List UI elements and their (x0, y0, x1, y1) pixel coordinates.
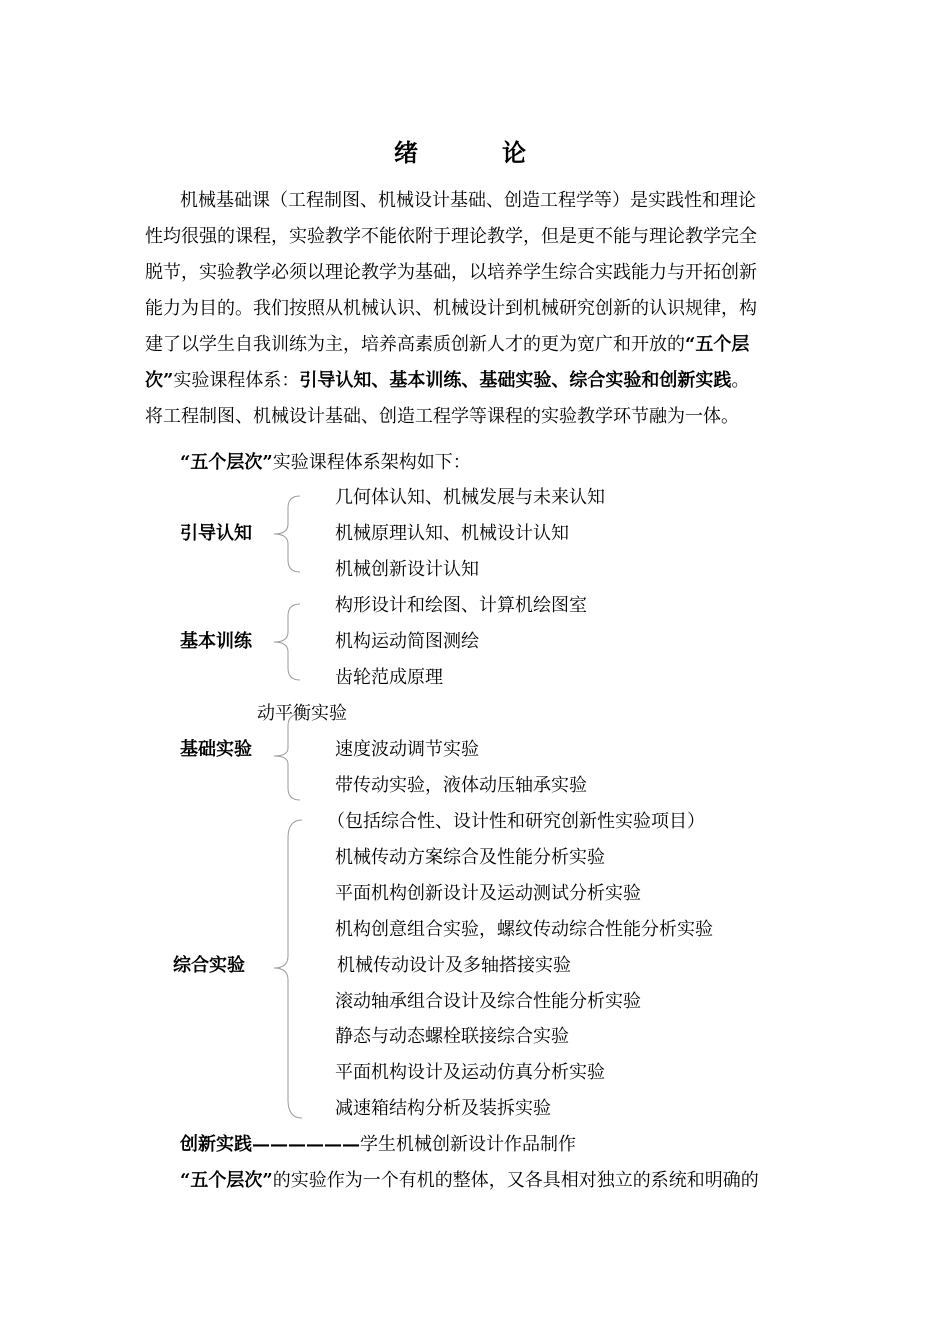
category-basic-training: 基本训练 (180, 631, 252, 652)
structure-intro (180, 450, 471, 476)
closing-bold: “五个层次” (180, 1170, 273, 1191)
item-comprehensive-1: （包括综合性、设计性和研究创新性实验项目） (327, 811, 705, 832)
intro-line-5 (145, 332, 749, 358)
category-guided-cognition: 引导认知 (180, 523, 252, 544)
intro-line-6-text: 实验课程体系： (173, 370, 300, 391)
intro-line-1: 机械基础课（工程制图、机械设计基础、创造工程学等）是实践性和理论 (180, 190, 756, 211)
page-title: 绪 论 (394, 138, 556, 167)
intro-line-5-text: 建了以学生自我训练为主，培养高素质创新人才的更为宽广和开放的 (145, 334, 685, 355)
innovation-text: 学生机械创新设计作品制作 (360, 1134, 576, 1155)
closing-text: 的实验作为一个有机的整体，又各具相对独立的系统和明确的 (272, 1170, 759, 1191)
innovation-name: 创新实践 (180, 1134, 252, 1155)
item-fundamental-1: 动平衡实验 (257, 703, 347, 724)
item-comprehensive-2: 机械传动方案综合及性能分析实验 (335, 847, 605, 868)
intro-line-6-bold-b: 引导认知、基本训练、基础实验、综合实验和创新实践 (299, 370, 732, 391)
intro-line-6-bold-a: 次” (145, 370, 174, 391)
item-comprehensive-7: 静态与动态螺栓联接综合实验 (335, 1026, 569, 1047)
innovation-dash: —————— (252, 1134, 360, 1155)
item-guided-3: 机械创新设计认知 (335, 559, 479, 580)
item-comprehensive-9: 减速箱结构分析及装拆实验 (335, 1098, 551, 1119)
item-comprehensive-6: 滚动轴承组合设计及综合性能分析实验 (335, 991, 641, 1012)
item-guided-1: 几何体认知、机械发展与未来认知 (335, 487, 605, 508)
item-comprehensive-5: 机械传动设计及多轴搭接实验 (337, 955, 571, 976)
item-basic-2: 机构运动简图测绘 (335, 631, 479, 652)
innovation-line (180, 1132, 576, 1158)
brace-comprehensive-experiments (272, 818, 304, 1120)
item-basic-1: 构形设计和绘图、计算机绘图室 (335, 595, 587, 616)
item-guided-2: 机械原理认知、机械设计认知 (335, 523, 569, 544)
closing-line (180, 1168, 759, 1194)
intro-line-5-bold: “五个层 (685, 334, 750, 355)
item-comprehensive-3: 平面机构创新设计及运动测试分析实验 (335, 883, 641, 904)
brace-guided-cognition (272, 494, 302, 574)
intro-line-7: 将工程制图、机械设计基础、创造工程学等课程的实验教学环节融为一体。 (145, 406, 739, 427)
intro-line-3: 脱节，实验教学必须以理论教学为基础，以培养学生综合实践能力与开拓创新 (145, 262, 757, 283)
category-fundamental-experiments: 基础实验 (180, 739, 252, 760)
item-comprehensive-8: 平面机构设计及运动仿真分析实验 (335, 1062, 605, 1083)
structure-intro-bold: “五个层次” (180, 452, 273, 473)
item-fundamental-3: 带传动实验，液体动压轴承实验 (335, 775, 587, 796)
intro-line-6 (145, 368, 749, 394)
structure-intro-text: 实验课程体系架构如下： (272, 452, 471, 473)
intro-line-6-period: 。 (731, 370, 750, 391)
category-comprehensive-experiments: 综合实验 (173, 955, 245, 976)
brace-basic-training (272, 602, 302, 682)
item-comprehensive-4: 机构创意组合实验，螺纹传动综合性能分析实验 (335, 919, 713, 940)
intro-line-2: 性均很强的课程，实验教学不能依附于理论教学，但是更不能与理论教学完全 (145, 226, 757, 247)
item-fundamental-2: 速度波动调节实验 (335, 739, 479, 760)
intro-line-4: 能力为目的。我们按照从机械认识、机械设计到机械研究创新的认识规律，构 (145, 298, 757, 319)
item-basic-3: 齿轮范成原理 (335, 667, 443, 688)
